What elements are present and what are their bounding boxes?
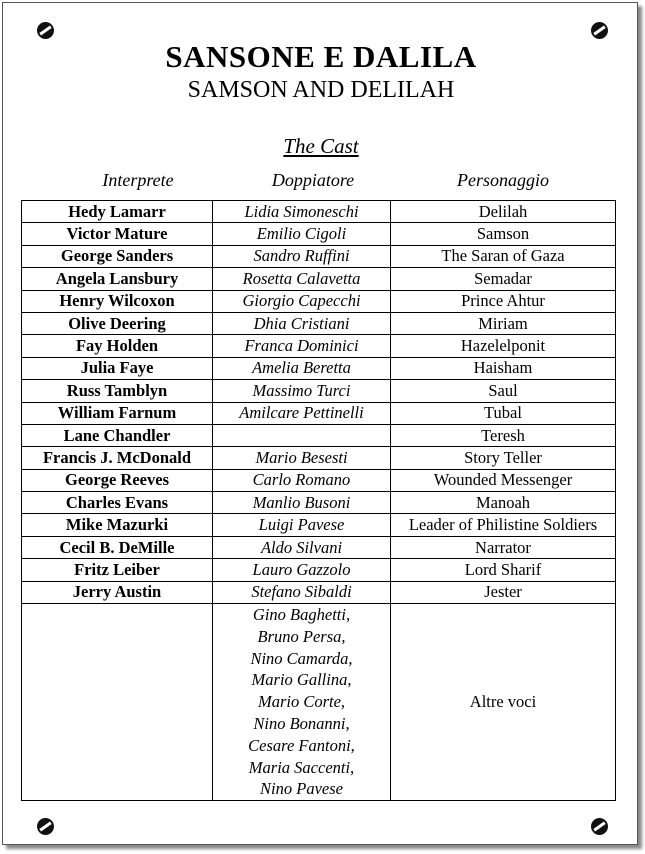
dubber-cell: Aldo Silvani — [213, 536, 391, 558]
character-cell: Miriam — [391, 312, 616, 334]
cast-table — [21, 200, 616, 801]
actor-cell: Francis J. McDonald — [22, 447, 213, 469]
dubber-cell: Massimo Turci — [213, 380, 391, 402]
character-cell: Jester — [391, 581, 616, 603]
table-row — [22, 290, 616, 312]
actor-cell: Victor Mature — [22, 223, 213, 245]
dubber-cell: Franca Dominici — [213, 335, 391, 357]
dubber-cell — [213, 424, 391, 446]
dubber-cell: Lidia Simoneschi — [213, 201, 391, 223]
dubber-cell: Luigi Pavese — [213, 514, 391, 536]
other-voice-dubber: Maria Saccenti, — [248, 757, 355, 777]
actor-cell: Angela Lansbury — [22, 268, 213, 290]
other-voices-dubbers-cell — [213, 604, 391, 801]
actor-cell: Julia Faye — [22, 357, 213, 379]
dubber-cell: Stefano Sibaldi — [213, 581, 391, 603]
table-row — [22, 559, 616, 581]
table-row — [22, 380, 616, 402]
other-voice-dubber: Nino Camarda, — [250, 648, 353, 668]
dubber-cell: Amelia Beretta — [213, 357, 391, 379]
character-cell: Tubal — [391, 402, 616, 424]
table-row — [22, 581, 616, 603]
table-row — [22, 223, 616, 245]
table-row — [22, 536, 616, 558]
dubber-cell: Amilcare Pettinelli — [213, 402, 391, 424]
table-row — [22, 447, 616, 469]
dubber-cell: Lauro Gazzolo — [213, 559, 391, 581]
table-row — [22, 268, 616, 290]
character-cell: Wounded Messenger — [391, 469, 616, 491]
other-voice-dubber: Nino Pavese — [260, 779, 343, 799]
other-voice-dubber: Nino Bonanni, — [253, 714, 350, 734]
other-voices-character-cell: Altre voci — [391, 604, 616, 801]
dubber-cell: Giorgio Capecchi — [213, 290, 391, 312]
character-cell: Prince Ahtur — [391, 290, 616, 312]
page-subtitle: SAMSON AND DELILAH — [187, 77, 455, 103]
actor-cell: Henry Wilcoxon — [22, 290, 213, 312]
character-cell: Haisham — [391, 357, 616, 379]
actor-cell: Mike Mazurki — [22, 514, 213, 536]
dubber-cell: Manlio Busoni — [213, 492, 391, 514]
table-row — [22, 201, 616, 223]
table-row — [22, 335, 616, 357]
cast-sheet — [2, 2, 638, 845]
actor-cell: Fritz Leiber — [22, 559, 213, 581]
character-cell: Delilah — [391, 201, 616, 223]
dubber-cell: Mario Besesti — [213, 447, 391, 469]
dubber-cell: Rosetta Calavetta — [213, 268, 391, 290]
table-row — [22, 245, 616, 267]
other-voice-dubber: Mario Gallina, — [251, 670, 352, 690]
screw-top-right-icon — [591, 22, 608, 39]
character-cell: Semadar — [391, 268, 616, 290]
actor-cell: George Reeves — [22, 469, 213, 491]
character-cell: Lord Sharif — [391, 559, 616, 581]
page-title: SANSONE E DALILA — [165, 39, 477, 74]
character-cell: Leader of Philistine Soldiers — [391, 514, 616, 536]
other-voice-dubber: Cesare Fantoni, — [248, 735, 355, 755]
actor-cell: Cecil B. DeMille — [22, 536, 213, 558]
table-row — [22, 492, 616, 514]
character-cell: The Saran of Gaza — [391, 245, 616, 267]
dubber-cell: Emilio Cigoli — [213, 223, 391, 245]
character-cell: Hazelelponit — [391, 335, 616, 357]
actor-cell: Hedy Lamarr — [22, 201, 213, 223]
actor-cell: Olive Deering — [22, 312, 213, 334]
table-row — [22, 402, 616, 424]
dubber-cell: Dhia Cristiani — [213, 312, 391, 334]
character-cell: Samson — [391, 223, 616, 245]
actor-cell: William Farnum — [22, 402, 213, 424]
cast-table-body — [22, 201, 616, 801]
column-header-personaggio: Personaggio — [457, 170, 549, 190]
character-cell: Narrator — [391, 536, 616, 558]
table-row — [22, 514, 616, 536]
table-row — [22, 357, 616, 379]
actor-cell: Jerry Austin — [22, 581, 213, 603]
table-row — [22, 424, 616, 446]
other-voice-dubber: Gino Baghetti, — [252, 605, 351, 625]
column-header-doppiatore: Doppiatore — [271, 170, 355, 190]
other-voice-dubber: Mario Corte, — [257, 692, 346, 712]
dubber-cell: Carlo Romano — [213, 469, 391, 491]
actor-cell: Charles Evans — [22, 492, 213, 514]
table-row — [22, 312, 616, 334]
actor-cell: George Sanders — [22, 245, 213, 267]
screw-bottom-left-icon — [37, 818, 54, 835]
table-row-other-voices — [22, 604, 616, 801]
actor-cell: Fay Holden — [22, 335, 213, 357]
column-header-interprete: Interprete — [102, 170, 174, 190]
actor-cell: Russ Tamblyn — [22, 380, 213, 402]
cast-heading: The Cast — [283, 134, 359, 158]
character-cell: Teresh — [391, 424, 616, 446]
dubber-cell: Sandro Ruffini — [213, 245, 391, 267]
screw-bottom-right-icon — [591, 818, 608, 835]
other-voice-dubber: Bruno Persa, — [257, 626, 346, 646]
table-row — [22, 469, 616, 491]
character-cell: Manoah — [391, 492, 616, 514]
actor-cell: Lane Chandler — [22, 424, 213, 446]
actor-cell-empty — [22, 604, 213, 801]
character-cell: Saul — [391, 380, 616, 402]
screw-top-left-icon — [37, 22, 54, 39]
character-cell: Story Teller — [391, 447, 616, 469]
